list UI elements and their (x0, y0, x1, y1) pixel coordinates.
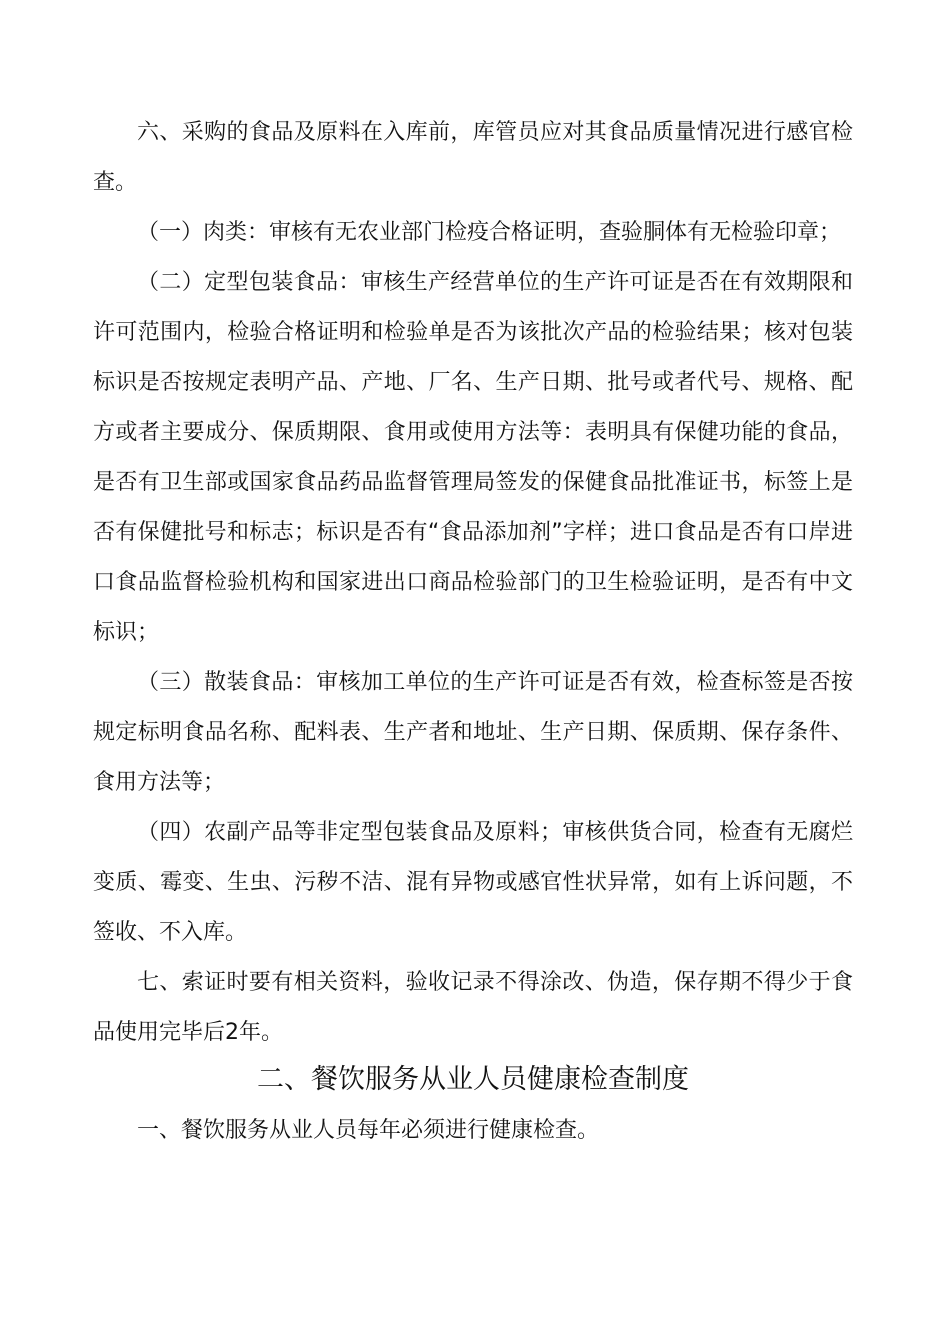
paragraph-item-six: 六、采购的食品及原料在入库前，库管员应对其食品质量情况进行感官检查。 (93, 120, 853, 195)
paragraph-bulk-food: （三）散装食品：审核加工单位的生产许可证是否有效，检查标签是否按规定标明食品名称、配料表、生产者和地址、生产日期、保质期、保存条件、食用方法等； (93, 670, 853, 795)
section-heading: 二、餐饮服务从业人员健康检查制度 (257, 1064, 689, 1095)
paragraph-agricultural-products: （四）农副产品等非定型包装食品及原料；审核供货合同，检查有无腐烂变质、霉变、生虫、污秽不洁、混有异物或感官性状异常，如有上诉问题，不签收、不入库。 (93, 820, 853, 945)
paragraph-packaged-food: （二）定型包装食品：审核生产经营单位的生产许可证是否在有效期限和许可范围内，检验合格证明和检验单是否为该批次产品的检验结果；核对包装标识是否按规定表明产品、产地、厂名、生产日期、批号或者代号、规格、配方或者主要成分、保质期限、食用或使用方法等：表明具有保健功能的食品，是否有卫生部或国家食品药品监督管理局签发的保健食品批准证书，标签上是否有保健批号和标志；标识是否有“食品添加剂”字样；进口食品是否有口岸进口食品监督检验机构和国家进出口商品检验部门的卫生检验证明，是否有中文标识； (93, 270, 853, 645)
paragraph-health-check: 一、餐饮服务从业人员每年必须进行健康检查。 (137, 1118, 600, 1143)
paragraph-item-seven: 七、索证时要有相关资料，验收记录不得涂改、伪造，保存期不得少于食品使用完毕后2年。 (93, 970, 853, 1045)
paragraph-meat: （一）肉类：审核有无农业部门检疫合格证明，查验胴体有无检验印章； (137, 220, 842, 245)
